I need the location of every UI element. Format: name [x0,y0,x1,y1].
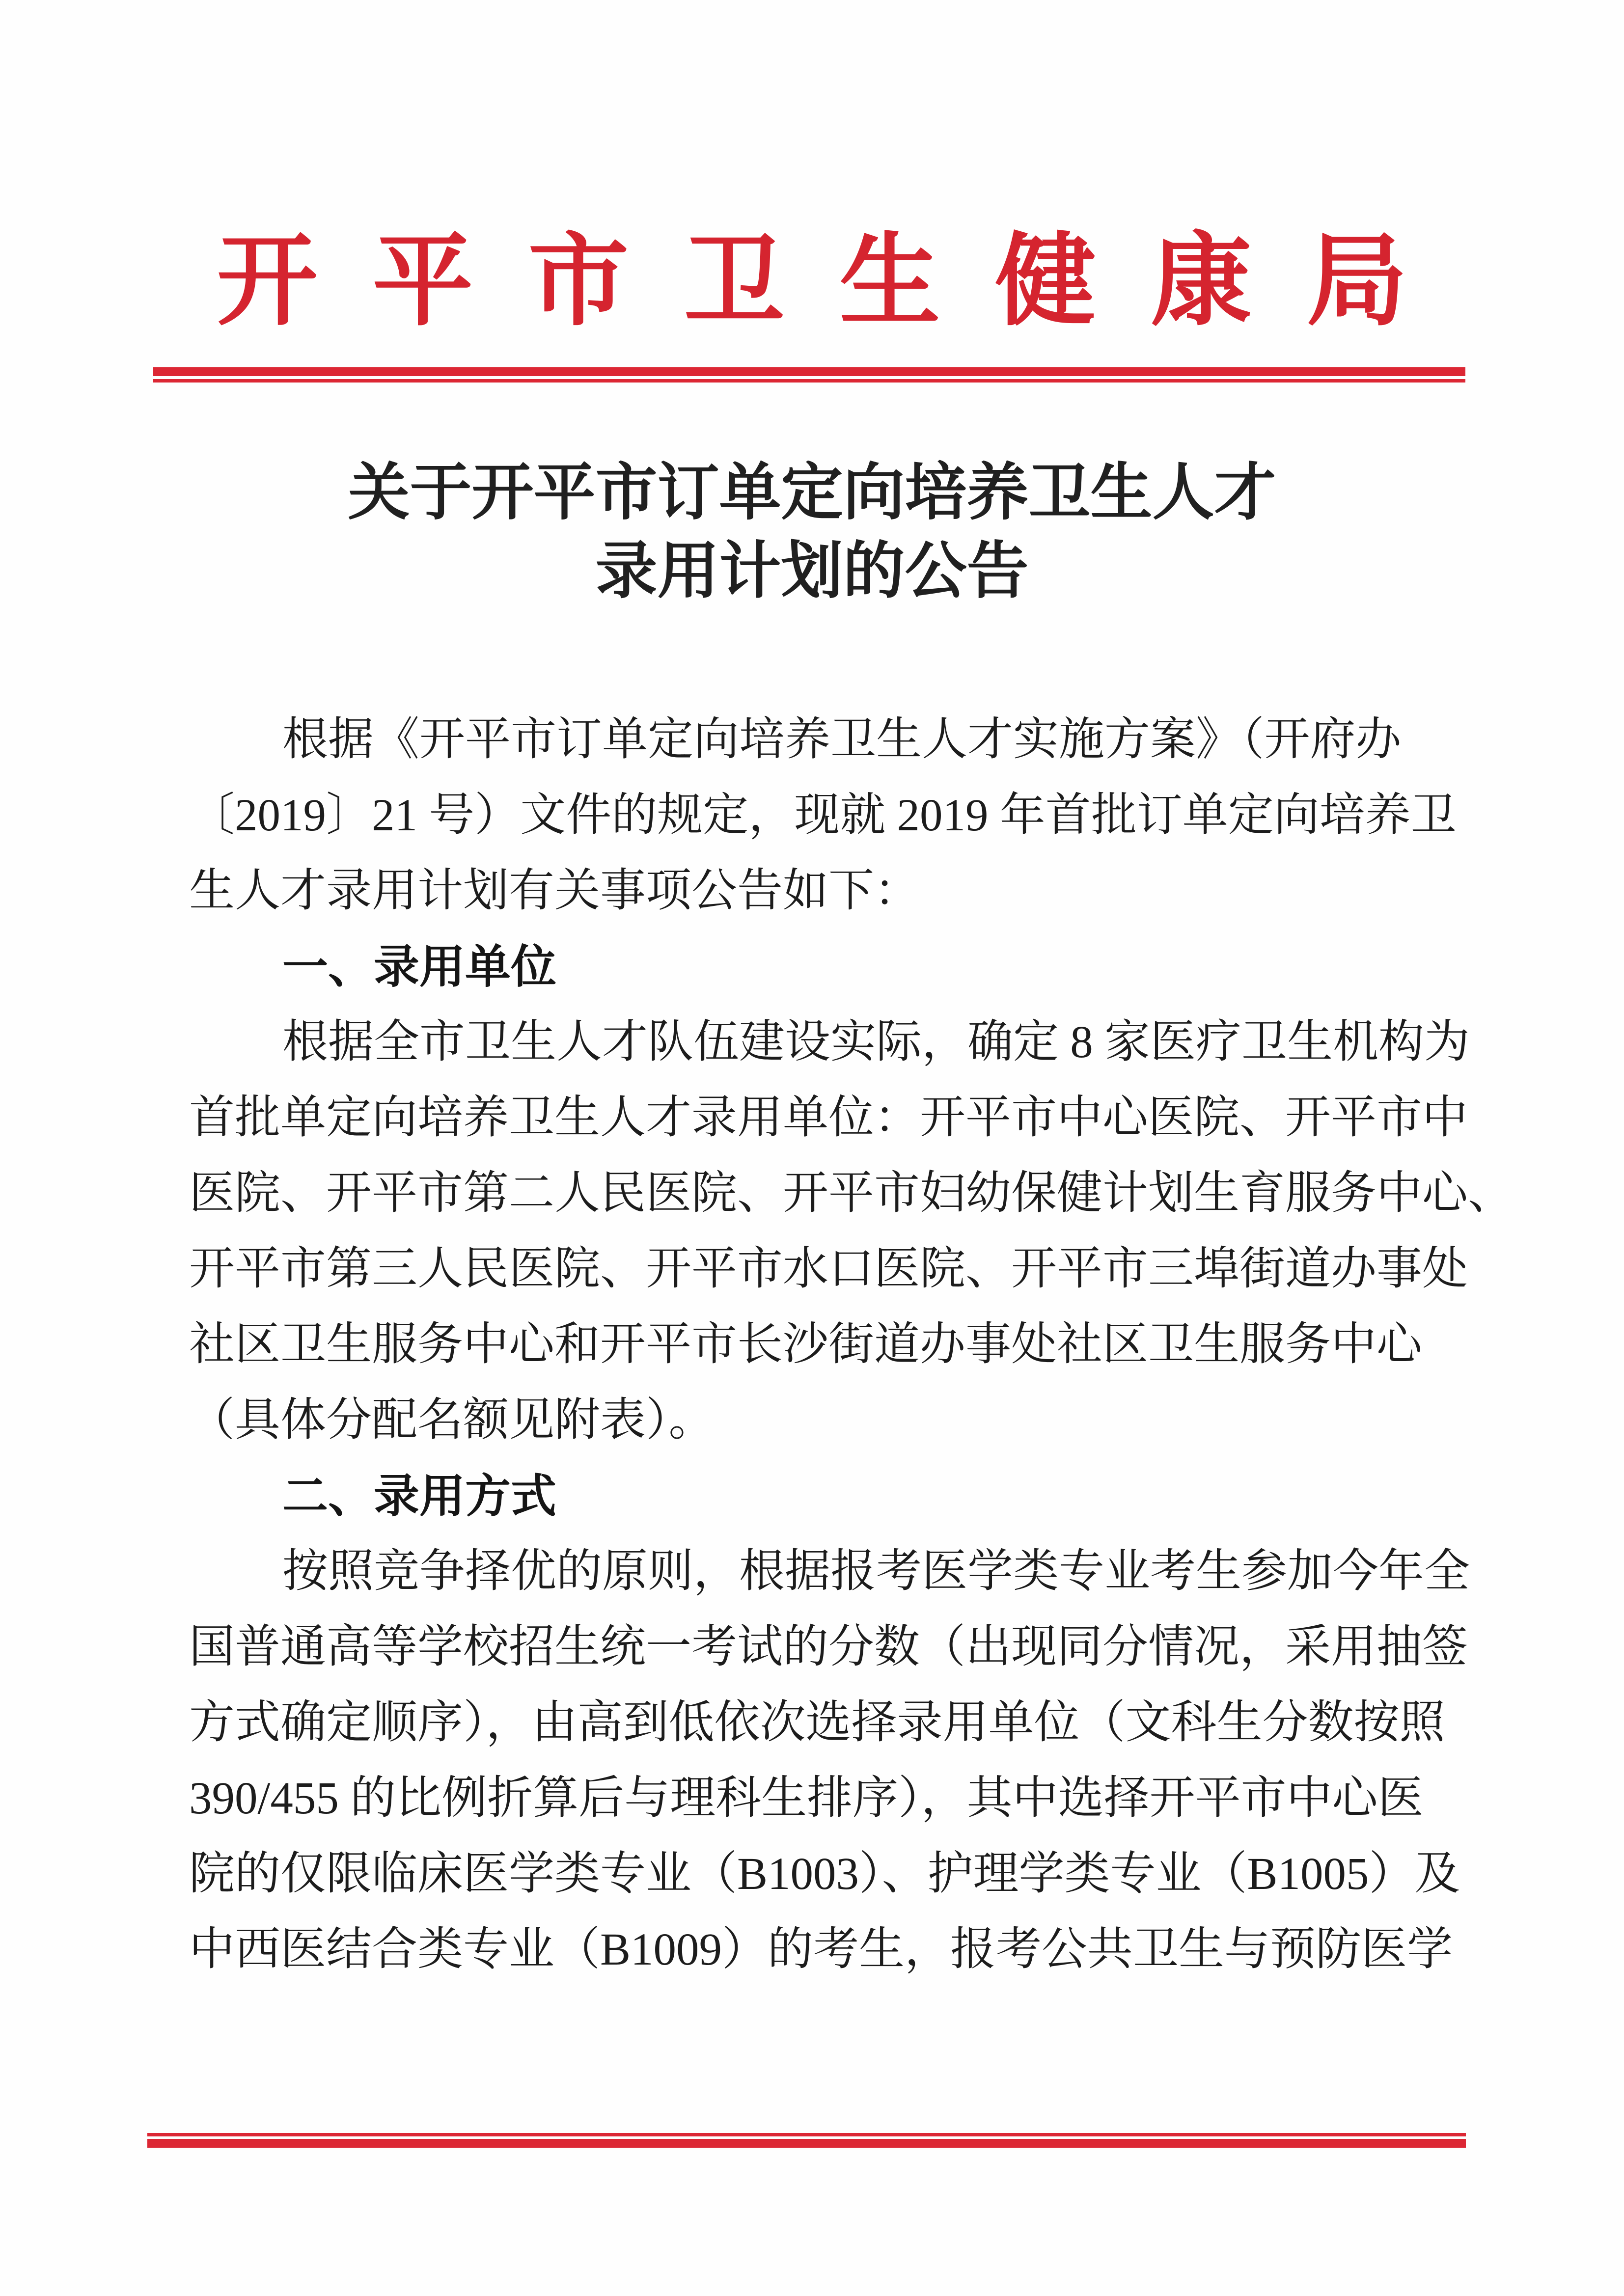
body-line: 方式确定顺序），由高到低依次选择录用单位（文科生分数按照 [189,1697,1445,1748]
letterhead-rule-thick [153,367,1465,376]
document-title-line2: 录用计划的公告 [595,538,1029,606]
section-heading-recruiting-units: 一、录用单位 [282,941,556,992]
document-title [0,454,1624,611]
letterhead-rule-thin [153,379,1465,383]
body-line: 开平市第三人民医院、开平市水口医院、开平市三埠街道办事处 [189,1244,1468,1294]
body-line: 中西医结合类专业（B1009）的考生，报考公共卫生与预防医学 [189,1924,1453,1975]
body-line: 国普通高等学校招生统一考试的分数（出现同分情况，采用抽签 [189,1622,1468,1672]
agency-letterhead-title: 开平市卫生健康局 [217,226,1462,338]
document-body [189,702,1514,1988]
body-line: 按照竞争择优的原则，根据报考医学类专业考生参加今年全 [282,1546,1470,1597]
body-line: 院的仅限临床医学类专业（B1003）、护理学类专业（B1005）及 [189,1849,1460,1899]
body-line: 〔2019〕21 号）文件的规定，现就 2019 年首批订单定向培养卫 [189,790,1457,841]
section-heading-recruiting-method: 二、录用方式 [282,1471,556,1522]
body-line: （具体分配名额见附表）。 [189,1395,715,1446]
body-line: 根据《开平市订单定向培养卫生人才实施方案》（开府办 [282,714,1402,765]
body-line: 医院、开平市第二人民医院、开平市妇幼保健计划生育服务中心、 [189,1168,1514,1219]
body-line: 首批单定向培养卫生人才录用单位：开平市中心医院、开平市中 [189,1093,1468,1143]
footer-rule-thin [147,2133,1466,2136]
body-line: 根据全市卫生人才队伍建设实际，确定 8 家医疗卫生机构为 [282,1017,1470,1067]
body-line: 390/455 的比例折算后与理科生排序），其中选择开平市中心医 [189,1773,1424,1824]
body-line: 生人才录用计划有关事项公告如下： [189,866,920,916]
body-line: 社区卫生服务中心和开平市长沙街道办事处社区卫生服务中心 [189,1319,1422,1370]
document-title-line1: 关于开平市订单定向培养卫生人才 [348,459,1276,527]
footer-rule-thick [147,2139,1466,2148]
